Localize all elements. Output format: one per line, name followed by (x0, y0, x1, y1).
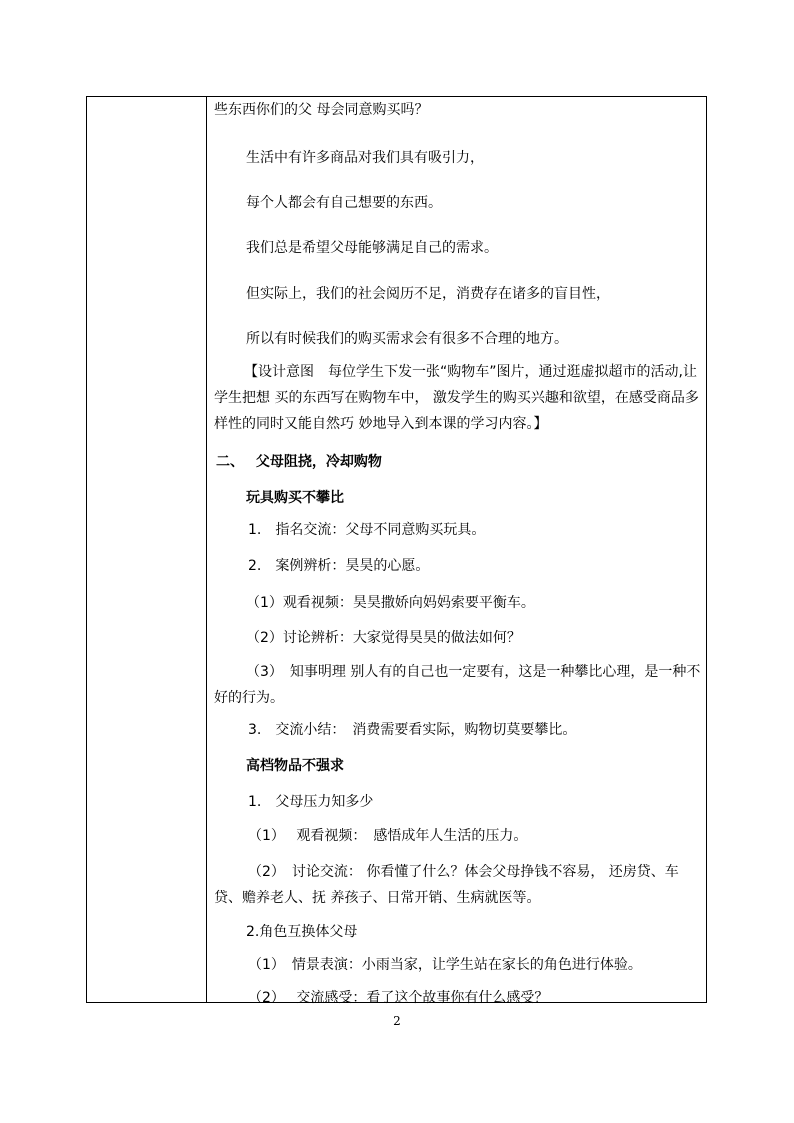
text-line: 生活中有许多商品对我们具有吸引力， (246, 150, 484, 166)
text-line: 所以有时候我们的购买需求会有很多不合理的地方。 (246, 331, 568, 347)
list-item: 2. 案例辨析：昊昊的心愿。 (248, 558, 430, 574)
list-item: （3） 知事明理 别人有的自己也一定要有，这是一种攀比心理，是一种不好的行为。 (214, 664, 701, 706)
subsection-heading: 玩具购买不攀比 (246, 490, 344, 506)
list-item: 3. 交流小结： 消费需要看实际，购物切莫要攀比。 (248, 722, 577, 738)
text-line: 每个人都会有自己想要的东西。 (246, 195, 442, 211)
list-item: 1. 指名交流：父母不同意购买玩具。 (248, 522, 486, 538)
section-heading: 二、 父母阻挠，冷却购物 (216, 454, 382, 470)
list-item: （1） 观看视频： 感悟成年人生活的压力。 (248, 828, 528, 844)
list-item: （1） 情景表演：小雨当家，让学生站在家长的角色进行体验。 (248, 957, 642, 973)
text-line: 但实际上，我们的社会阅历不足，消费存在诸多的盲目性， (246, 286, 610, 302)
subsection-heading: 高档物品不强求 (246, 758, 344, 774)
design-intent-paragraph: 【设计意图 每位学生下发一张“购物车”图片，通过逛虚拟超市的活动,让学生把想 买的东西写在购物车中， 激发学生的购买兴趣和欲望，在感受商品多样性的同时又能自然巧 妙地导入到本课的学习内容。】 (214, 364, 699, 432)
list-item: （2） 交流感受：看了这个故事你有什么感受？ (248, 990, 549, 1006)
table-column-divider (206, 96, 207, 1003)
list-item: （2） 讨论交流： 你看懂了什么？体会父母挣钱不容易， 还房贷、车贷、赡养老人、抚 养孩子、日常开销、生病就医等。 (214, 864, 679, 906)
list-item: 1. 父母压力知多少 (248, 794, 374, 810)
list-item: （1）观看视频：昊昊撒娇向妈妈索要平衡车。 (246, 595, 535, 611)
page-number: 2 (393, 1014, 401, 1028)
text-line: 些东西你们的父 母会同意购买吗？ (214, 102, 429, 118)
text-line: 我们总是希望父母能够满足自己的需求。 (246, 240, 498, 256)
list-item: 2.角色互换体父母 (246, 924, 358, 940)
list-item: （2）讨论辨析：大家觉得昊昊的做法如何？ (246, 630, 521, 646)
